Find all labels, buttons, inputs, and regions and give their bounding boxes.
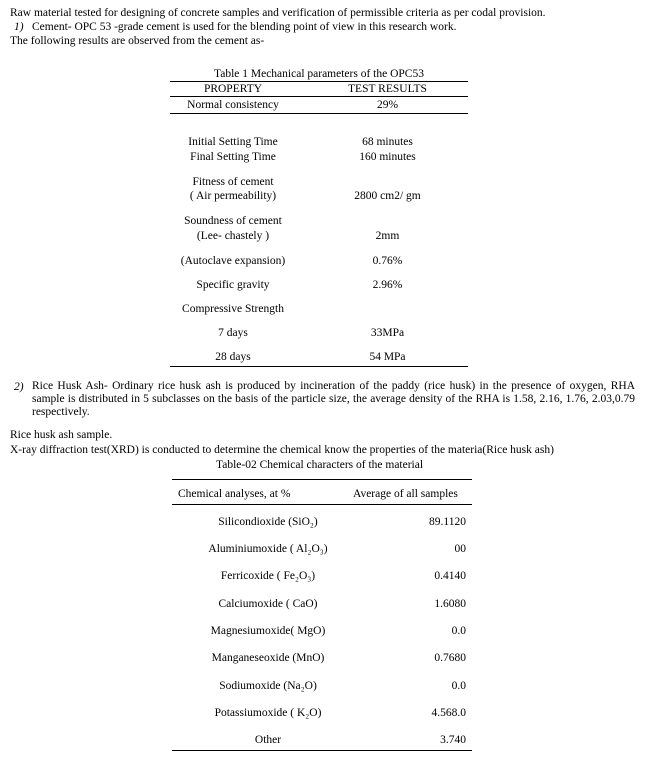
table1-cell-property: Normal consistency (187, 99, 279, 111)
table1-row-rule (170, 113, 468, 114)
table1-cell-result: 0.76% (372, 255, 403, 267)
table1-caption: Table 1 Mechanical parameters of the OPC53 (214, 68, 424, 80)
table1-cell-result: 33MPa (370, 327, 405, 339)
table2-header-analyses: Chemical analyses, at % (178, 488, 291, 500)
table1-cell-result: 68 minutes (362, 136, 413, 148)
xrd-line: X-ray diffraction test(XRD) is conducted to determine the chemical know the properties of the materia(Rice husk ash) (10, 444, 554, 456)
intro-line: Raw material tested for designing of concrete samples and verification of permissible criteria as per codal provision. (10, 7, 546, 19)
table1-cell-property: 7 days (218, 327, 248, 339)
table2-cell-average: 0.0 (451, 680, 466, 692)
list-number-2: 2) (14, 381, 24, 393)
table1-header-rule (170, 96, 468, 97)
table1-cell-property: Fitness of cement (192, 176, 274, 188)
table1-cell-property: Final Setting Time (190, 151, 276, 163)
table1-cell-result: 54 MPa (369, 351, 406, 363)
table2-caption: Table-02 Chemical characters of the material (216, 459, 424, 471)
table1-cell-property: 28 days (215, 351, 251, 363)
table2-cell-analysis: Calciumoxide ( CaO) (218, 598, 318, 610)
table2-cell-average: 0.4140 (434, 570, 466, 582)
table2-cell-average: 3.740 (440, 734, 466, 746)
table2-header-average: Average of all samples (353, 488, 458, 500)
table2-header-rule (172, 504, 472, 505)
table1-cell-result: 2.96% (372, 279, 403, 291)
table2-cell-analysis: Sodiumoxide (Na₂O) (219, 680, 317, 692)
table1-cell-property-sub: ( Air permeability) (189, 190, 277, 202)
table1-cell-result: 160 minutes (359, 151, 416, 163)
table2-cell-average: 1.6080 (434, 598, 466, 610)
list-item-cement: Cement- OPC 53 -grade cement is used for the blending point of view in this research work. (32, 21, 457, 33)
table2-cell-average: 4.568.0 (431, 707, 466, 719)
table2-cell-analysis: Potassiumoxide ( K₂O) (214, 707, 322, 719)
table2-cell-analysis: Manganeseoxide (MnO) (211, 652, 325, 664)
table1-cell-result: 29% (376, 99, 399, 111)
results-intro-line: The following results are observed from the cement as- (10, 35, 265, 47)
table2-cell-average: 89.1120 (429, 516, 466, 528)
table1-header-results: TEST RESULTS (348, 83, 427, 95)
table2-cell-average: 0.7680 (434, 652, 466, 664)
list-number-1: 1) (14, 21, 24, 33)
table1-cell-property: (Autoclave expansion) (180, 255, 286, 267)
table2-cell-analysis: Other (254, 734, 282, 746)
table2-cell-average: 00 (454, 543, 466, 555)
table1-bottom-rule (170, 366, 468, 367)
table1-cell-property: Compressive Strength (182, 303, 284, 315)
table1-header-property: PROPERTY (203, 83, 263, 95)
table1-cell-property: Specific gravity (196, 279, 270, 291)
table1-cell-property: Initial Setting Time (188, 136, 278, 148)
list-item-rice-husk-ash: Rice Husk Ash- Ordinary rice husk ash is produced by incineration of the paddy (rice husk) in the presence of oxygen, RHA sample is distributed in 5 subclasses on the basis of the particle size, the average density of the RHA is 1.58, 2.16, 1.76, 2.03,0.79 respectively. (32, 380, 635, 418)
rice-husk-sample-line: Rice husk ash sample. (10, 429, 113, 441)
table1-cell-property: Soundness of cement (184, 215, 282, 227)
table2-top-rule (172, 479, 472, 480)
table2-cell-average: 0.0 (451, 625, 466, 637)
table2-cell-analysis: Aluminiumoxide ( Al₂O₃) (208, 543, 328, 555)
table1-cell-result: 2mm (375, 230, 400, 242)
table2-cell-analysis: Ferricoxide ( Fe₂O₃) (220, 570, 316, 582)
table2-cell-analysis: Magnesiumoxide( MgO) (210, 625, 326, 637)
table1-cell-property-sub: (Lee- chastely ) (196, 230, 270, 242)
table2-cell-analysis: Silicondioxide (SiO₂) (218, 516, 318, 528)
table1-cell-result: 2800 cm2/ gm (354, 190, 421, 202)
table2-bottom-rule (172, 750, 472, 751)
